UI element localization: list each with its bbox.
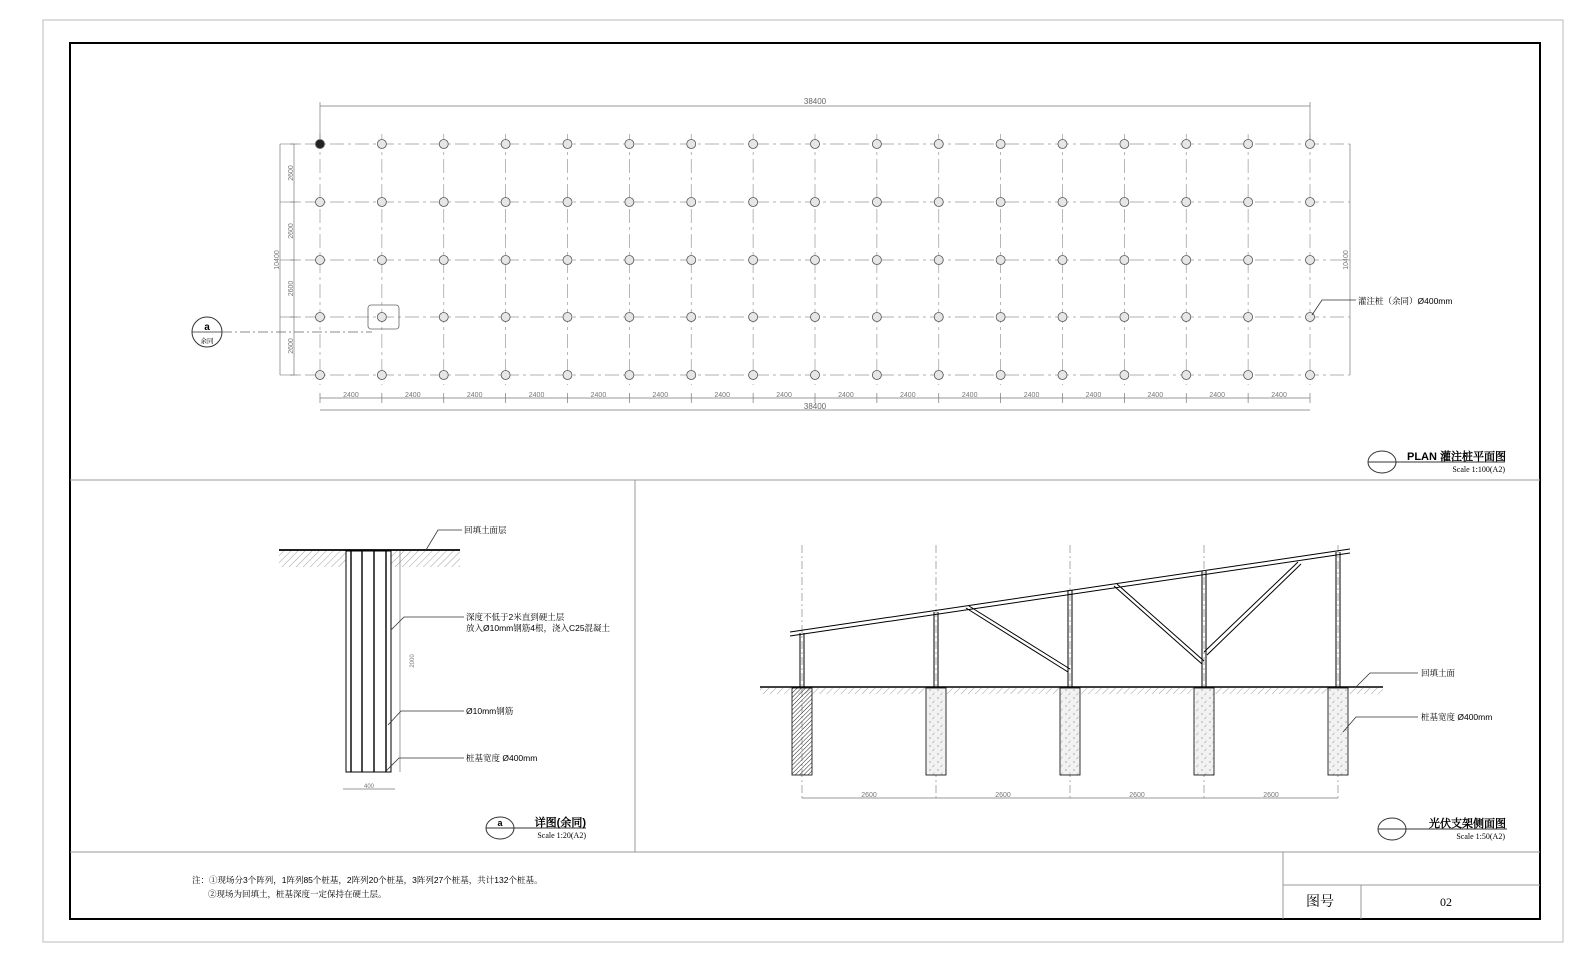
pile-marker xyxy=(563,313,572,322)
bay-dim-label: 2400 xyxy=(714,392,730,399)
detail-label-depth-1: 深度不低于2米直到硬土层 xyxy=(466,612,565,622)
pile-marker xyxy=(625,371,634,380)
pile-marker xyxy=(1306,371,1315,380)
pile-marker xyxy=(1244,256,1253,265)
pile-marker xyxy=(316,371,325,380)
detail-label-top: 回填土面层 xyxy=(464,525,507,535)
side-leader-ground xyxy=(1356,673,1418,687)
pile-marker xyxy=(934,256,943,265)
detail-leader-rebar xyxy=(388,711,464,725)
side-pile-1 xyxy=(792,688,812,775)
pile-marker xyxy=(625,198,634,207)
bay-dim-label: 2400 xyxy=(405,392,421,399)
side-panel xyxy=(760,545,1507,841)
pile-marker xyxy=(811,140,820,149)
pile-marker xyxy=(377,313,386,322)
pile-marker xyxy=(811,313,820,322)
pile-marker xyxy=(501,140,510,149)
pile-marker xyxy=(501,313,510,322)
pile-marker xyxy=(439,371,448,380)
plan-dim-left-total: 10400 xyxy=(274,250,281,270)
pile-marker xyxy=(872,198,881,207)
pile-marker xyxy=(687,140,696,149)
detail-dim-vertical-label: 2000 xyxy=(410,654,416,668)
row-dim-label: 2600 xyxy=(288,280,295,297)
pile-marker xyxy=(811,371,820,380)
pile-marker xyxy=(563,256,572,265)
pile-marker xyxy=(1306,198,1315,207)
bay-dim-label: 2400 xyxy=(590,392,607,399)
pile-marker xyxy=(377,140,386,149)
plan-dim-top-label: 38400 xyxy=(803,97,827,106)
note-line-1: 注：①现场分3个阵列，1阵列85个桩基，2阵列20个桩基，3阵列27个桩基，共计132个桩基。 xyxy=(192,875,543,885)
pile-marker xyxy=(996,198,1005,207)
bay-dim-label: 2400 xyxy=(652,392,669,399)
pile-marker xyxy=(1182,198,1191,207)
row-dim-label: 2600 xyxy=(288,338,295,354)
pile-marker xyxy=(1120,313,1129,322)
pile-marker xyxy=(1058,140,1067,149)
pile-marker xyxy=(996,371,1005,380)
pile-marker xyxy=(439,256,448,265)
pile-marker xyxy=(1058,256,1067,265)
detail-leader-width xyxy=(386,758,464,771)
pile-marker xyxy=(1182,256,1191,265)
detail-label-width: 桩基宽度 Ø400mm xyxy=(466,753,538,763)
pile-marker xyxy=(501,256,510,265)
pile-marker xyxy=(563,371,572,380)
pile-marker xyxy=(439,198,448,207)
side-pile-3 xyxy=(1060,688,1080,775)
detail-dim-bottom-label: 400 xyxy=(363,784,375,790)
bay-dim-label: 2400 xyxy=(838,392,854,399)
bay-dim-label: 2400 xyxy=(466,392,483,399)
bay-dim-label: 2400 xyxy=(1085,392,1102,399)
pile-marker xyxy=(316,313,325,322)
plan-dim-bottom-label: 38400 xyxy=(803,402,827,411)
pile-note-leader xyxy=(1312,300,1356,315)
pile-marker xyxy=(377,198,386,207)
pile-marker xyxy=(687,313,696,322)
title-block xyxy=(1283,852,1540,919)
side-pile-4 xyxy=(1194,688,1214,775)
pile-marker xyxy=(501,371,510,380)
side-dim-1: 2600 xyxy=(861,792,877,799)
detail-pile xyxy=(346,551,391,772)
pile-marker xyxy=(1182,371,1191,380)
pile-marker xyxy=(687,371,696,380)
pile-marker xyxy=(934,313,943,322)
pile-marker xyxy=(1058,313,1067,322)
pile-marker xyxy=(563,198,572,207)
bay-dim-label: 2400 xyxy=(961,392,978,399)
pile-marker xyxy=(316,256,325,265)
pile-marker xyxy=(1120,371,1129,380)
pile-marker xyxy=(1120,140,1129,149)
detail-title: 详图(余同) xyxy=(534,817,586,829)
pile-marker xyxy=(316,198,325,207)
side-title: 光伏支架侧面图 xyxy=(1429,818,1506,830)
pile-marker xyxy=(1182,140,1191,149)
pile-marker xyxy=(749,140,758,149)
side-label-width: 桩基宽度 Ø400mm xyxy=(1421,712,1493,722)
bay-dim-label: 2400 xyxy=(1147,392,1164,399)
pile-marker xyxy=(934,371,943,380)
pile-marker xyxy=(1244,140,1253,149)
pile-marker xyxy=(872,313,881,322)
pile-marker xyxy=(749,371,758,380)
pile-marker xyxy=(872,371,881,380)
side-braces xyxy=(966,562,1301,672)
paper-border xyxy=(43,20,1563,942)
pile-marker xyxy=(501,198,510,207)
pile-marker xyxy=(872,256,881,265)
pile-marker xyxy=(996,140,1005,149)
detail-title-letter: a xyxy=(497,818,503,828)
side-dim-2: 2600 xyxy=(995,792,1011,799)
plan-scale: Scale 1:100(A2) xyxy=(1452,465,1505,474)
bay-dim-label: 2400 xyxy=(1023,392,1040,399)
pile-marker xyxy=(625,140,634,149)
pile-note-label: 灌注桩（余同）Ø400mm xyxy=(1358,296,1453,306)
pile-marker xyxy=(316,140,325,149)
pile-marker xyxy=(1306,140,1315,149)
pile-marker xyxy=(749,198,758,207)
bay-dim-label: 2400 xyxy=(343,392,359,399)
pile-marker xyxy=(625,313,634,322)
titleblock-value: 02 xyxy=(1440,895,1452,909)
pile-marker xyxy=(996,256,1005,265)
detail-panel xyxy=(279,525,611,840)
section-callout-letter: a xyxy=(204,322,210,333)
pile-marker xyxy=(996,313,1005,322)
pile-marker xyxy=(687,256,696,265)
pile-marker xyxy=(377,256,386,265)
side-label-ground: 回填土面 xyxy=(1421,668,1456,678)
side-scale: Scale 1:50(A2) xyxy=(1456,832,1505,841)
side-dim-3: 2600 xyxy=(1129,792,1145,799)
detail-label-depth-2: 放入Ø10mm钢筋4根，浇入C25混凝土 xyxy=(466,623,611,633)
titleblock-label: 图号 xyxy=(1306,895,1334,910)
pile-marker xyxy=(1120,256,1129,265)
row-dim-label: 2600 xyxy=(288,223,295,239)
pile-marker xyxy=(1058,198,1067,207)
pile-marker xyxy=(749,313,758,322)
notes-block xyxy=(192,875,542,900)
detail-leader-top xyxy=(426,530,462,550)
plan-row-dimensions xyxy=(288,144,298,375)
detail-label-rebar: Ø10mm钢筋 xyxy=(466,706,514,716)
bay-dim-label: 2400 xyxy=(1271,392,1287,399)
plan-title: PLAN 灌注桩平面图 xyxy=(1407,451,1506,463)
side-pile-5 xyxy=(1328,688,1348,775)
side-leader-width xyxy=(1343,717,1418,732)
pile-marker xyxy=(1058,371,1067,380)
side-pile-2 xyxy=(926,688,946,775)
plan-dim-right-label: 10400 xyxy=(1343,250,1350,270)
bay-dim-label: 2400 xyxy=(900,392,916,399)
detail-leader-depth xyxy=(391,617,464,630)
pile-marker xyxy=(749,256,758,265)
pile-marker xyxy=(1244,313,1253,322)
pile-marker xyxy=(1120,198,1129,207)
pile-marker xyxy=(439,140,448,149)
plan-panel xyxy=(192,97,1506,474)
pile-grid xyxy=(280,134,1350,385)
pile-marker xyxy=(1182,313,1191,322)
bay-dim-label: 2400 xyxy=(1209,392,1225,399)
pile-marker xyxy=(811,198,820,207)
pile-marker xyxy=(1306,256,1315,265)
pile-marker xyxy=(687,198,696,207)
row-dim-label: 2600 xyxy=(288,165,295,181)
side-dim-4: 2600 xyxy=(1263,792,1279,799)
pile-marker xyxy=(934,140,943,149)
pile-marker xyxy=(439,313,448,322)
note-line-2: ②现场为回填土，桩基深度一定保持在硬土层。 xyxy=(208,889,387,899)
bay-dim-label: 2400 xyxy=(776,392,792,399)
pile-marker xyxy=(563,140,572,149)
pile-marker xyxy=(1244,371,1253,380)
section-callout-sub: 余同 xyxy=(200,338,214,345)
pile-marker xyxy=(625,256,634,265)
pile-marker xyxy=(811,256,820,265)
pile-marker xyxy=(872,140,881,149)
bay-dim-label: 2400 xyxy=(528,392,545,399)
pile-marker xyxy=(934,198,943,207)
pile-marker xyxy=(1244,198,1253,207)
detail-scale: Scale 1:20(A2) xyxy=(537,831,586,840)
pile-marker xyxy=(377,371,386,380)
